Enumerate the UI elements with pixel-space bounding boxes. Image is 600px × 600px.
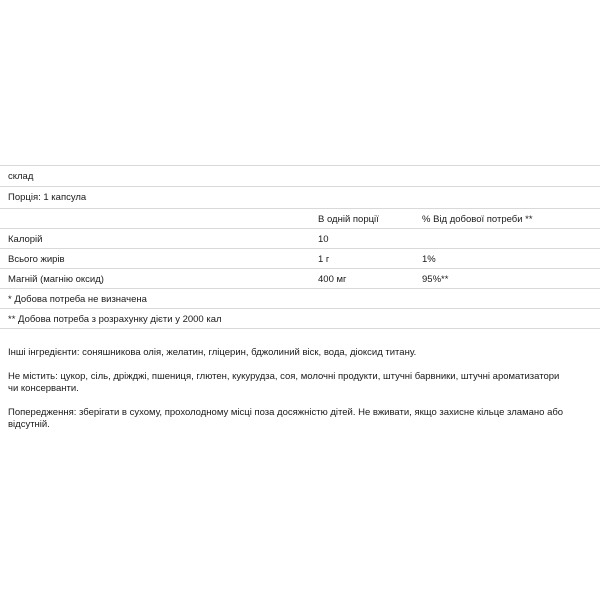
serving-size: Порція: 1 капсула (8, 192, 87, 203)
nutrient-amount: 400 мг (318, 274, 347, 285)
table-header-row (0, 209, 600, 229)
footnote: * Добова потреба не визначена (8, 294, 147, 305)
footnote-row (0, 289, 600, 309)
nutrient-name: Всього жирів (8, 254, 65, 265)
product-notes (8, 347, 568, 443)
other-ingredients-text: Інші інгредієнти: соняшникова олія, желатин, гліцерин, бджолиний віск, вода, діоксид титану. (8, 347, 417, 358)
nutrient-amount: 10 (318, 234, 329, 245)
does-not-contain-text: Не містить: цукор, сіль, дріжджі, пшениця, глютен, кукурудза, соя, молочні продукти, штучні барвники, штучні ароматизатори чи консерванти. (8, 371, 560, 394)
footnote: ** Добова потреба з розрахунку дієти у 2000 кал (8, 314, 222, 325)
column-header-per-serving: В одній порції (318, 214, 379, 225)
table-row (0, 229, 600, 249)
nutrient-name: Магній (магнію оксид) (8, 274, 104, 285)
column-header-daily-value: % Від добової потреби ** (422, 214, 533, 225)
supplement-facts-panel (0, 165, 600, 329)
footnote-row (0, 309, 600, 329)
table-row (0, 249, 600, 269)
panel-title: склад (8, 171, 34, 182)
table-row (0, 269, 600, 289)
serving-row (0, 187, 600, 209)
nutrient-amount: 1 г (318, 254, 330, 265)
warning-text: Попередження: зберігати в сухому, прохолодному місці поза досяжністю дітей. Не вживати, якщо захисне кільце зламано або відсутній. (8, 407, 564, 430)
nutrient-daily-value: 95%** (422, 274, 449, 285)
nutrient-name: Калорій (8, 234, 43, 245)
title-row (0, 165, 600, 187)
nutrient-daily-value: 1% (422, 254, 436, 265)
